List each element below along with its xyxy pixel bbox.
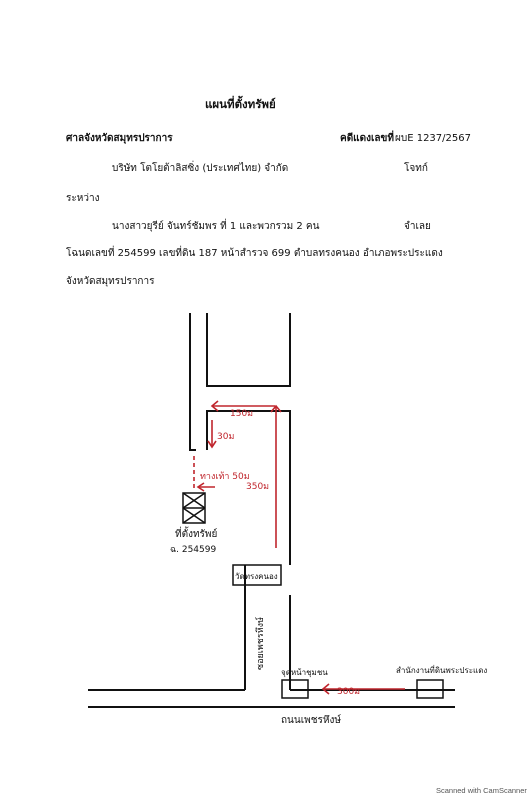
label-right-building: สำนักงานที่ดินพระประแดง	[396, 666, 488, 675]
case-number: ผบE 1237/2567	[395, 133, 471, 144]
label-dist-long: 350ม	[246, 482, 270, 492]
between-label: ระหว่าง	[66, 193, 100, 204]
province-line: จังหวัดสมุทรปราการ	[66, 276, 155, 287]
label-property: ที่ตั้งทรัพย์	[175, 529, 218, 540]
label-main-road: ถนนเพชรหึงษ์	[281, 715, 341, 726]
upper-road-left-edge	[190, 313, 196, 450]
upper-road-right-edge	[207, 313, 290, 386]
label-dist-walk: ทางเท้า 50ม	[200, 472, 250, 482]
label-left-building: จุดหน้าชุมชน	[281, 668, 328, 677]
plaintiff-role: โจทก์	[404, 163, 428, 174]
land-deed-line: โฉนดเลขที่ 254599 เลขที่ดิน 187 หน้าสำรวจ 699 ตำบลทรงคนอง อำเภอพระประแดง	[66, 248, 443, 259]
plaintiff-name: บริษัท โตโยต้าลิสซิ่ง (ประเทศไทย) จำกัด	[112, 163, 289, 174]
defendant-role: จำเลย	[404, 221, 431, 232]
label-side-road: ซอยเพชรหึงษ์	[256, 617, 266, 670]
defendant-name: นางสาวยุรีย์ จันทร์ชัมพร ที่ 1 และพวกรวม 2 คน	[112, 221, 320, 232]
label-dist-top: 150ม	[230, 409, 254, 419]
label-dist-short: 30ม	[217, 432, 235, 442]
court-name: ศาลจังหวัดสมุทรปราการ	[66, 133, 173, 144]
label-dist-bottom: 300ม	[337, 687, 361, 697]
label-deed: ฉ. 254599	[170, 545, 217, 555]
document-title: แผนที่ตั้งทรัพย์	[205, 97, 276, 111]
label-temple: วัดทรงคนอง	[235, 572, 278, 581]
scanner-watermark: Scanned with CamScanner	[436, 786, 527, 795]
property-marker	[183, 493, 205, 523]
case-label: คดีแดงเลขที่	[340, 133, 394, 144]
